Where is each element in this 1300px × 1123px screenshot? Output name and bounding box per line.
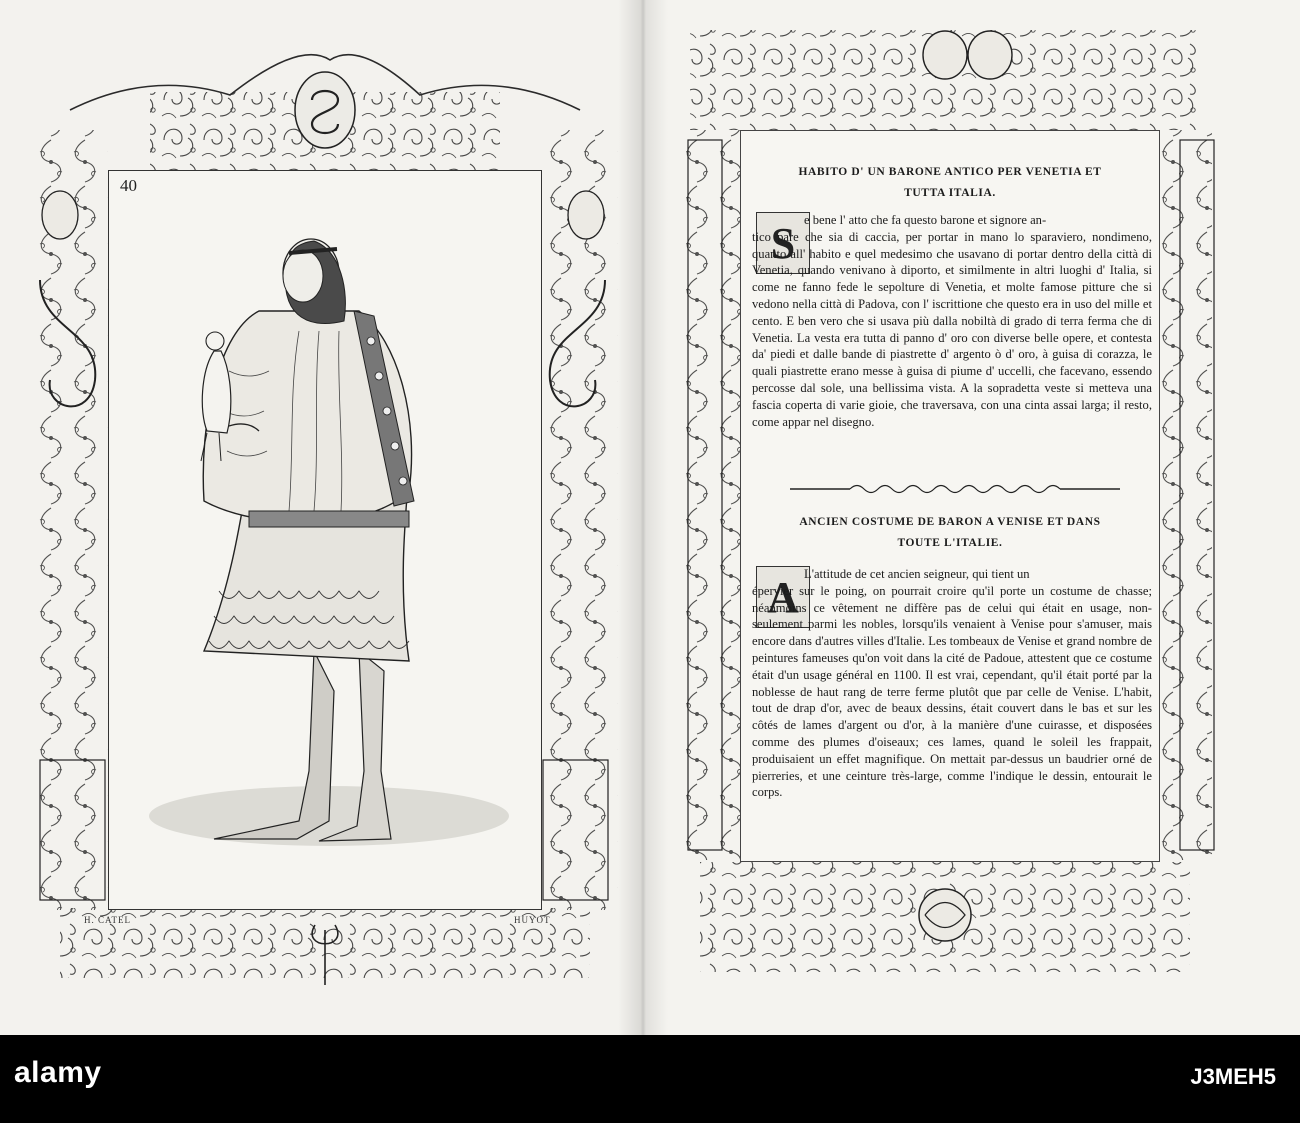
- italian-first-line: e bene l' atto che fa questo barone et signore an-: [804, 213, 1047, 227]
- engraver-signature-left: H. CATEL: [84, 915, 131, 925]
- section-divider: [790, 482, 1120, 496]
- italian-title: HABITO D' UN BARONE ANTICO PER VENETIA ET TUTTA ITALIA.: [798, 166, 1102, 199]
- italian-paragraph: [752, 212, 1152, 430]
- image-id: J3MEH5: [1190, 1064, 1276, 1089]
- illustration-plate: [108, 170, 542, 910]
- french-first-line: L'attitude de cet ancien seigneur, qui tient un: [804, 567, 1030, 581]
- french-paragraph: [752, 566, 1152, 801]
- italian-dropcap: S: [756, 212, 810, 274]
- french-dropcap: A: [756, 566, 810, 628]
- french-text: épervier sur le poing, on pourrait croire qu'il porte un costume de chasse; néanmoins ce vêtement ne diffère pas de celui qui était en usage, non-seulement parmi les nobles, lorsqu'ils venaient à Venise pour s'amuser, mais encore dans d'autres villes d'Italie. Les tombeaux de Venise et grand nombre de peintures fameuses qu'on voit dans la cité de Padoue, attestent que ce costume était d'un usage général en 1100. Il est vrai, cependant, qu'il était porté par la noblesse de haut rang de terre ferme plutôt que par celle de Venise. L'habit, tout de drap d'or, avec de beaux dessins, était couvert dans le bas et sur les côtés de lames d'argent ou d'or, à la manière d'une cuirasse, et disposées comme des plumes d'oiseaux; ces lames, quand le soleil les frappait, produisaient un effet magnifique. On mettait par-dessus un baudrier orné de pierreries, et une ceinture très-large, comme l'indique le dessin, entourait le corps.: [752, 583, 1152, 800]
- french-title: ANCIEN COSTUME DE BARON A VENISE ET DANS TOUTE L'ITALIE.: [799, 516, 1101, 549]
- italian-text: tico pare che sia di caccia, per portar in mano lo sparaviero, nondimeno, quanto all' habito e quel medesimo che usavano di portar dentro della città di Venetia, quando venivano à diporto, et similmente in altri luoghi d' Italia, si come ne fanno fede le sepolture di Venetia, et molte famose pitture che si vedono nella città di Padova, con l' iscrittione che questo era in uso del mille et cento. E ben vero che si usava più dalla nobiltà di grado di terra ferma che di Venetia. La vesta era tutta di panno d' oro con diverse belle opere, et contesta da' piedi et dalle bande di piastrette d' argento ò d' oro, à guisa di corazza, le quali piastrette erano messe à guisa di piume d' uccelli, che facevano, essendo percosse dal sole, una bellissima vista. A la sopradetta veste si metteva una fascia coperta di varie gioie, che traversava, con una cinta assai larga; il resto, come appar nel disegno.: [752, 229, 1152, 429]
- alamy-logo: alamy: [14, 1056, 102, 1089]
- baron-figure-illustration: [109, 171, 541, 909]
- plate-number: 40: [120, 176, 137, 195]
- watermark-bar: [0, 1035, 1300, 1123]
- engraver-signature-right: HUYOT: [514, 915, 551, 925]
